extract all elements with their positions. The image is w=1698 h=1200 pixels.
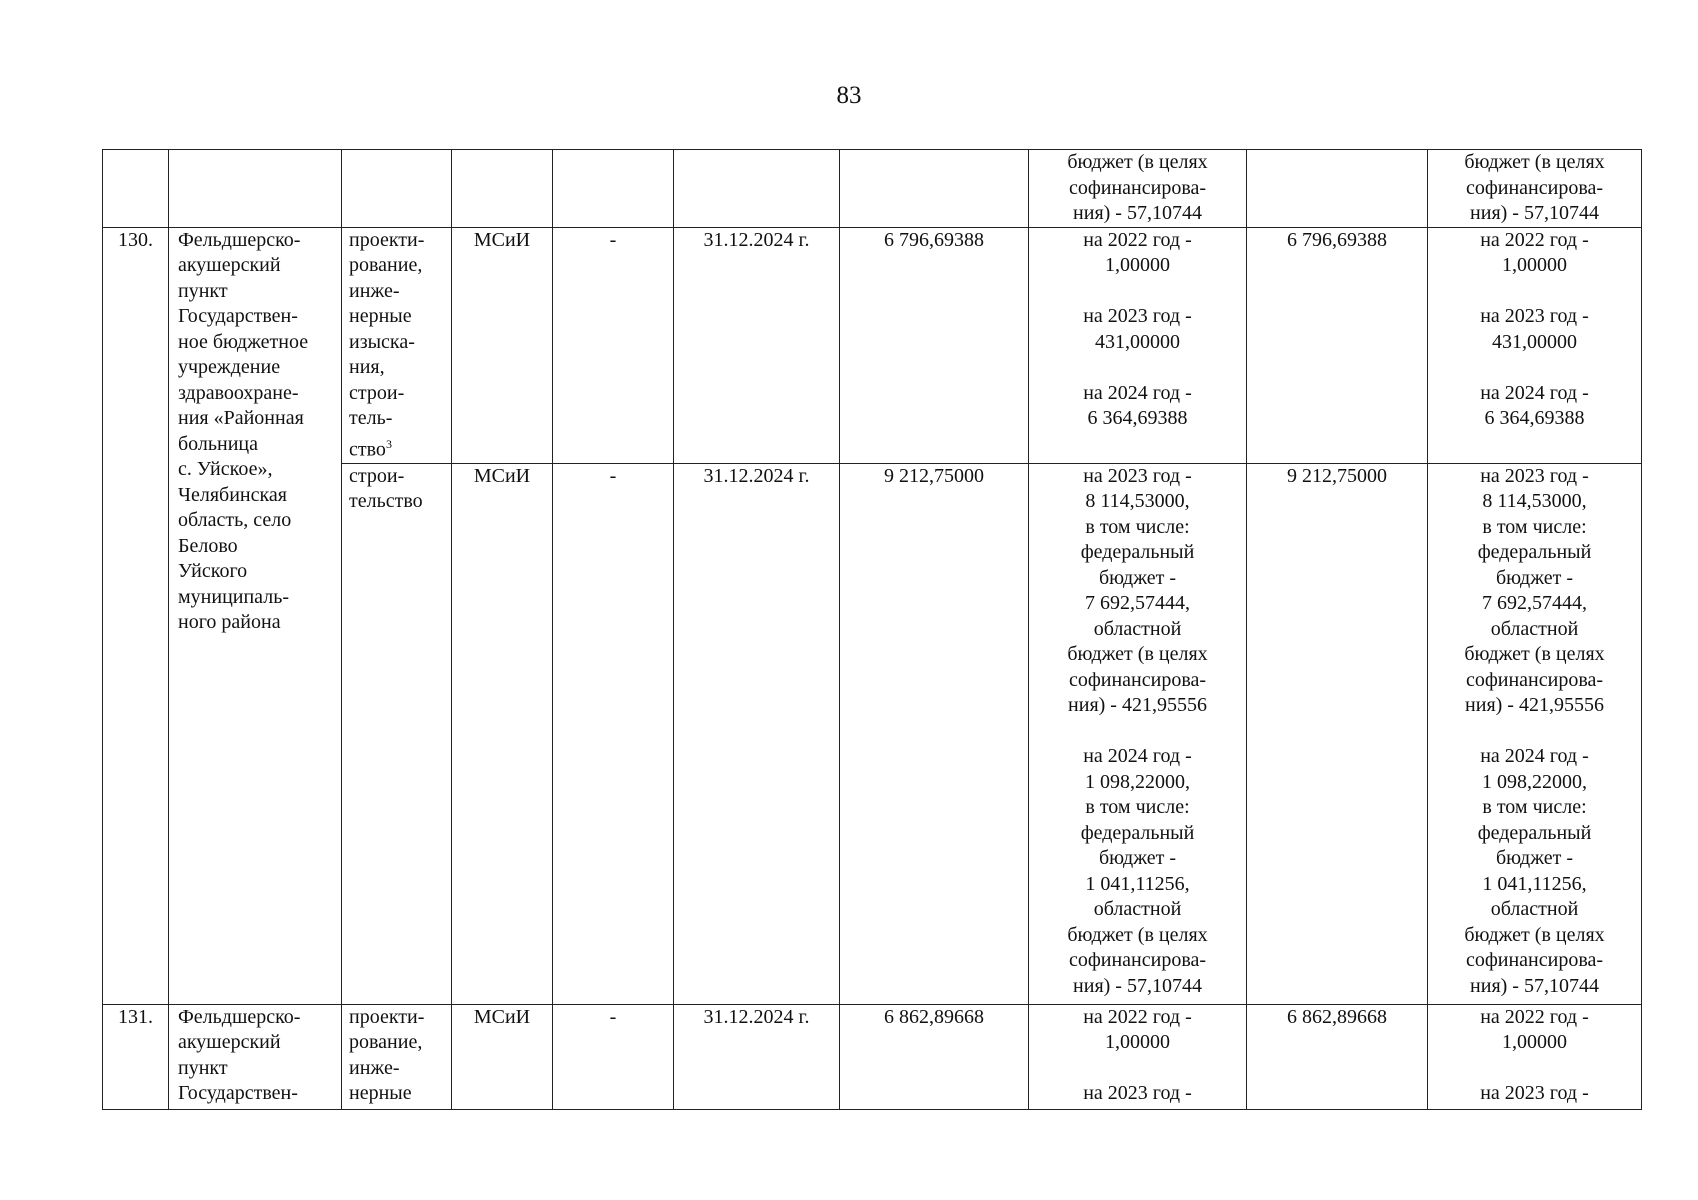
cell-dash: - [553, 227, 674, 463]
cell-financing: на 2022 год - 1,00000 на 2023 год - 431,00000 на 2024 год - 6 364,69388 [1029, 227, 1247, 463]
cell-cost: 9 212,75000 [840, 463, 1029, 1004]
investment-objects-table [102, 149, 1642, 1110]
cell-object-name: Фельдшерско- акушерский пункт Государствен- [169, 1004, 342, 1109]
table-row [103, 150, 1642, 228]
cell-financing-2: на 2022 год - 1,00000 на 2023 год - [1428, 1004, 1642, 1109]
cell-dash: - [553, 1004, 674, 1109]
cell-cost [840, 150, 1029, 228]
table-row [103, 227, 1642, 463]
cell-cost: 6 796,69388 [840, 227, 1029, 463]
cell-deadline [674, 150, 840, 228]
cell-work-type: строи- тельство [342, 463, 452, 1004]
cell-financing-2: бюджет (в целях софинансирова- ния) - 57,10744 [1428, 150, 1642, 228]
cell-customer [452, 150, 553, 228]
page-number: 83 [836, 82, 862, 109]
cell-work-type: проекти- рование, инже- нерные изыска- ния, строи- тель- ство$^3$ [342, 227, 452, 463]
cell-customer: МСиИ [452, 227, 553, 463]
footnote-mark: 3 [385, 436, 392, 451]
cell-deadline: 31.12.2024 г. [674, 463, 840, 1004]
cell-work-type [342, 150, 452, 228]
cell-cost-2: 6 796,69388 [1247, 227, 1428, 463]
cell-financing-2: на 2022 год - 1,00000 на 2023 год - 431,00000 на 2024 год - 6 364,69388 [1428, 227, 1642, 463]
cell-dash [553, 150, 674, 228]
cell-financing: бюджет (в целях софинансирова- ния) - 57,10744 [1029, 150, 1247, 228]
table-row [103, 1004, 1642, 1109]
cell-number: 131. [103, 1004, 169, 1109]
cell-number [103, 150, 169, 228]
cell-cost-2: 9 212,75000 [1247, 463, 1428, 1004]
cell-object-name: Фельдшерско- акушерский пункт Государствен- ное бюджетное учреждение здравоохране- ния «Районная больница с. Уйское», Челябинская область, село Белово Уйского муниципаль- ного района [169, 227, 342, 1004]
cell-cost-2: 6 862,89668 [1247, 1004, 1428, 1109]
cell-number: 130. [103, 227, 169, 1004]
cell-work-type: проекти- рование, инже- нерные [342, 1004, 452, 1109]
cell-customer: МСиИ [452, 463, 553, 1004]
cell-cost-2 [1247, 150, 1428, 228]
cell-financing-2: на 2023 год - 8 114,53000, в том числе: федеральный бюджет - 7 692,57444, областной бюджет (в целях софинансирова- ния) - 421,95556 на 2024 год - 1 098,22000, в том числе: федеральный бюджет - 1 041,11256, областной бюджет (в целях софинансирова- ния) - 57,10744 [1428, 463, 1642, 1004]
cell-cost: 6 862,89668 [840, 1004, 1029, 1109]
cell-deadline: 31.12.2024 г. [674, 227, 840, 463]
cell-dash: - [553, 463, 674, 1004]
cell-deadline: 31.12.2024 г. [674, 1004, 840, 1109]
cell-object-name [169, 150, 342, 228]
cell-financing: на 2022 год - 1,00000 на 2023 год - [1029, 1004, 1247, 1109]
cell-customer: МСиИ [452, 1004, 553, 1109]
cell-financing: на 2023 год - 8 114,53000, в том числе: федеральный бюджет - 7 692,57444, областной бюджет (в целях софинансирова- ния) - 421,95556 на 2024 год - 1 098,22000, в том числе: федеральный бюджет - 1 041,11256, областной бюджет (в целях софинансирова- ния) - 57,10744 [1029, 463, 1247, 1004]
